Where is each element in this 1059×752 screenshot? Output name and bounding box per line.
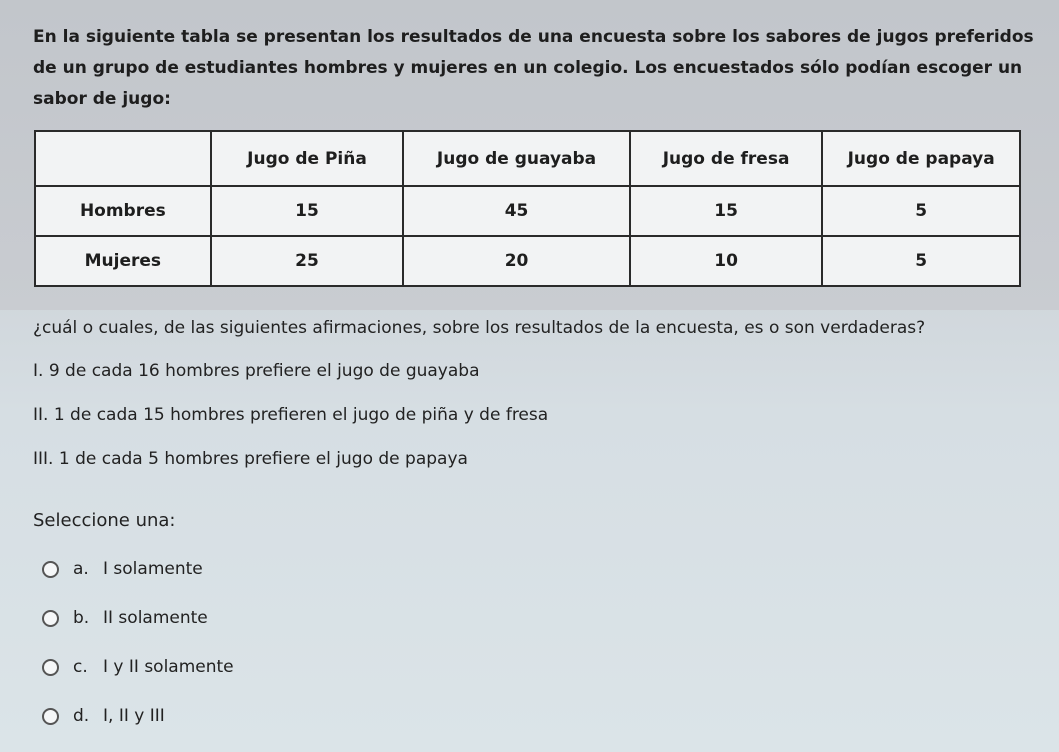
row-label-cell: Hombres bbox=[35, 186, 211, 236]
statement-i: I. 9 de cada 16 hombres prefiere el jugo de guayaba bbox=[33, 361, 480, 381]
option-label[interactable]: I solamente bbox=[103, 559, 203, 579]
answer-option-b[interactable] bbox=[42, 606, 208, 630]
answer-option-d[interactable] bbox=[42, 704, 165, 728]
table-header-cell: Jugo de guayaba bbox=[403, 131, 630, 186]
table-cell: 5 bbox=[822, 186, 1020, 236]
table-row bbox=[35, 236, 1020, 286]
option-letter: b. bbox=[73, 608, 90, 628]
table-cell: 20 bbox=[403, 236, 630, 286]
table-cell: 25 bbox=[211, 236, 404, 286]
radio-button-icon[interactable] bbox=[42, 659, 59, 676]
table-header-cell: Jugo de Piña bbox=[211, 131, 404, 186]
radio-button-icon[interactable] bbox=[42, 708, 59, 725]
table-header-cell bbox=[35, 131, 211, 186]
table-header-cell: Jugo de fresa bbox=[630, 131, 823, 186]
table-cell: 10 bbox=[630, 236, 823, 286]
table-header-cell: Jugo de papaya bbox=[822, 131, 1020, 186]
table-cell: 15 bbox=[630, 186, 823, 236]
option-letter: d. bbox=[73, 706, 90, 726]
table-cell: 5 bbox=[822, 236, 1020, 286]
option-letter: a. bbox=[73, 559, 89, 579]
table-header-row bbox=[35, 131, 1020, 186]
option-letter: c. bbox=[73, 657, 88, 677]
row-label-cell: Mujeres bbox=[35, 236, 211, 286]
statement-iii: III. 1 de cada 5 hombres prefiere el jugo de papaya bbox=[33, 449, 468, 469]
option-label[interactable]: II solamente bbox=[103, 608, 208, 628]
table-cell: 45 bbox=[403, 186, 630, 236]
question-text: ¿cuál o cuales, de las siguientes afirmaciones, sobre los resultados de la encuesta, es o son verdaderas? bbox=[33, 318, 926, 338]
select-one-label: Seleccione una: bbox=[33, 510, 176, 531]
table-row bbox=[35, 186, 1020, 236]
survey-table bbox=[34, 130, 1021, 287]
option-label[interactable]: I, II y III bbox=[103, 706, 165, 726]
answer-option-c[interactable] bbox=[42, 655, 234, 679]
radio-button-icon[interactable] bbox=[42, 561, 59, 578]
table-cell: 15 bbox=[211, 186, 404, 236]
statement-ii: II. 1 de cada 15 hombres prefieren el jugo de piña y de fresa bbox=[33, 405, 549, 425]
intro-text: En la siguiente tabla se presentan los resultados de una encuesta sobre los sabores de jugos preferidos de un grupo de estudiantes hombres y mujeres en un colegio. Los encuestados sólo podían escoger un sabor de jugo: bbox=[33, 27, 1034, 109]
radio-button-icon[interactable] bbox=[42, 610, 59, 627]
option-label[interactable]: I y II solamente bbox=[103, 657, 234, 677]
answer-option-a[interactable] bbox=[42, 557, 203, 581]
